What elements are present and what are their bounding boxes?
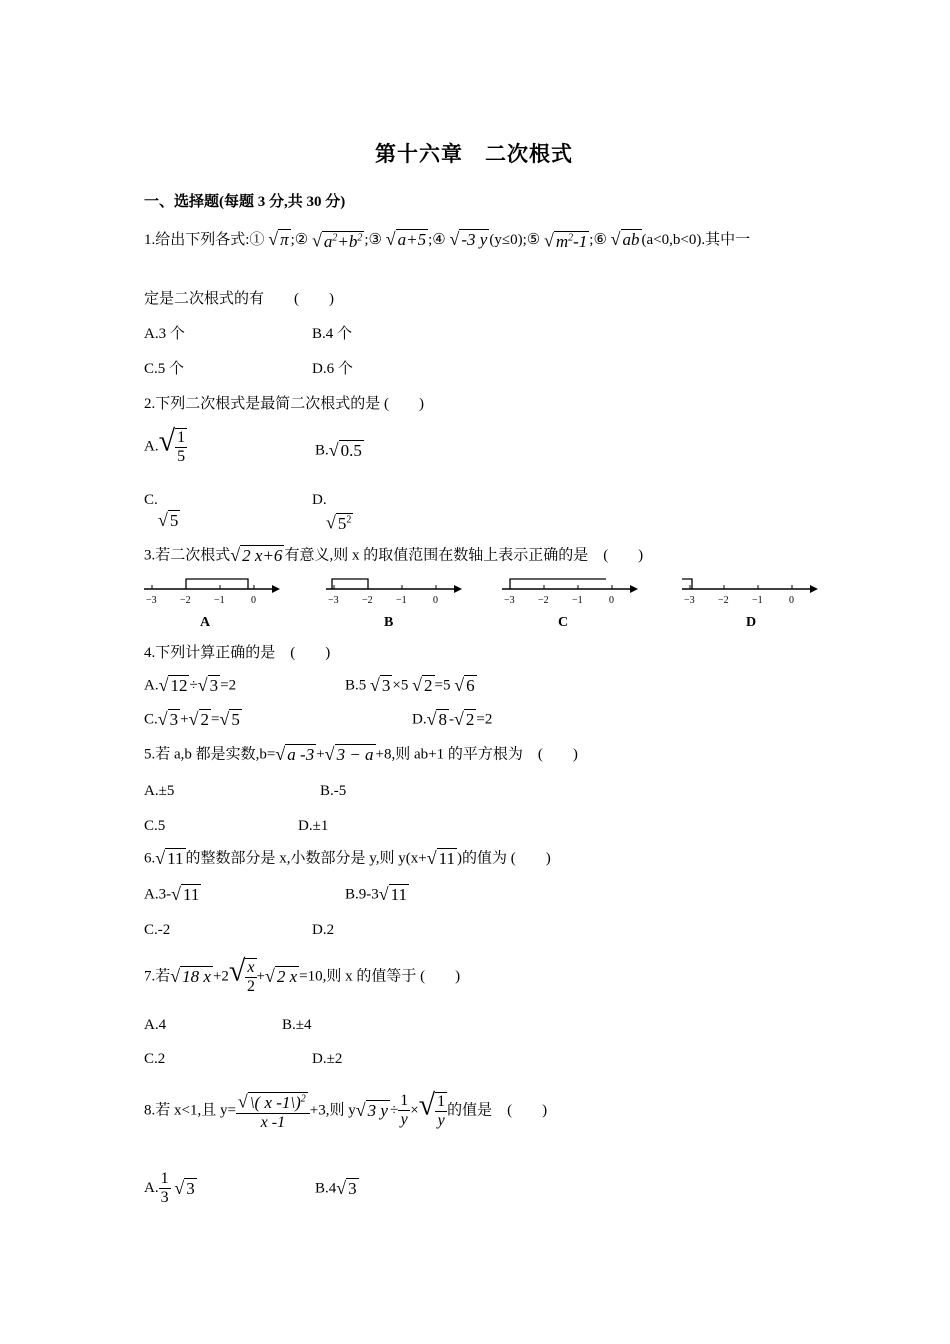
q1-option-d: D.6 个	[312, 361, 353, 377]
number-line-b	[326, 579, 462, 630]
question-6: 6.√ 11 的整数部分是 x,小数部分是 y,则 y(x+√ 11 )的值为 ( )	[144, 848, 551, 868]
tick-label: 0	[789, 595, 794, 606]
q6-option-d: D.2	[312, 922, 335, 938]
q1-option-a: A.3 个	[144, 326, 185, 342]
tick-label: −3	[684, 595, 695, 606]
tick-label: −2	[718, 595, 729, 606]
option-label-b: B	[384, 615, 394, 630]
number-line-c	[502, 579, 638, 630]
q7-option-d: D.±2	[312, 1051, 343, 1067]
tick-label: −3	[328, 595, 339, 606]
question-4: 4.下列计算正确的是 ( )	[144, 645, 331, 661]
tick-label: −3	[146, 595, 157, 606]
q7-option-b: B.±4	[282, 1017, 312, 1033]
q5-option-d: D.±1	[298, 818, 329, 834]
section-heading: 一、选择题(每题 3 分,共 30 分)	[144, 194, 346, 210]
q6-option-c: C.-2	[144, 922, 171, 938]
tick-label: −1	[396, 595, 407, 606]
q5-option-b: B.-5	[320, 783, 347, 799]
q6-option-a: A.3-√ 11	[144, 884, 200, 904]
q4-option-b: B.5 √ 3 ×5 √ 2 =5 √ 6	[345, 675, 475, 695]
q2-option-c: C. √ 5	[144, 492, 179, 530]
tick-label: −1	[572, 595, 583, 606]
number-line-a	[144, 579, 280, 630]
q5-option-c: C.5	[144, 818, 166, 834]
tick-label: −2	[362, 595, 373, 606]
tick-label: 0	[433, 595, 438, 606]
option-label-a: A	[200, 615, 211, 630]
tick-label: 0	[609, 595, 614, 606]
q8-option-b: B.4√ 3	[315, 1178, 357, 1198]
q2-option-a: A.√ $\frac{1}{5}$	[144, 424, 186, 465]
q4-option-c: C.√ 3 +√ 2 =√ 5	[144, 709, 240, 729]
tick-label: 0	[251, 595, 256, 606]
q7-option-c: C.2	[144, 1051, 166, 1067]
question-7: 7.若√ 18 x +2√ $\frac{x}{2}$ +√ 2 x =10,则 x 的值等于 ( )	[144, 954, 461, 995]
q1-option-c: C.5 个	[144, 361, 185, 377]
question-3: 3.若二次根式√ 2 x+6 有意义,则 x 的取值范围在数轴上表示正确的是 ( )	[144, 545, 644, 565]
q8-option-a: A. $\frac{1}{3}$ √ 3	[144, 1170, 195, 1206]
q4-option-d: D.√ 8 -√ 2 =2	[412, 709, 493, 729]
question-1-line2: 定是二次根式的有 ( )	[144, 291, 334, 307]
q5-option-a: A.±5	[144, 783, 175, 799]
q7-option-a: A.4	[144, 1017, 167, 1033]
tick-label: −2	[538, 595, 549, 606]
question-8: 8.若 x<1,且 y= $\frac{√ \backslash( x -1\backslash)^2}{x -1}$ +3,则 y√ 3 y ÷ $\frac{1}{y}$ ×√ $\frac{1}{y}$ 的值是 ( )	[144, 1088, 548, 1131]
q4-option-a: A.√ 12 ÷√ 3 =2	[144, 675, 237, 695]
number-line-options	[140, 572, 830, 634]
tick-label: −3	[504, 595, 515, 606]
q2-option-b: B.√ 0.5	[315, 440, 362, 460]
question-1: 1.给出下列各式:① √ π ;② √ $a^2+b^2$ ;③ √ a+5 ;④ √ -3 y (y≤0);⑤ √ $m^2-1$ ;⑥ √ ab (a<0,b<0).其中一	[144, 229, 751, 251]
question-2: 2.下列二次根式是最简二次根式的是 ( )	[144, 396, 424, 412]
option-label-c: C	[558, 615, 569, 630]
number-line-d	[682, 579, 818, 630]
question-5: 5.若 a,b 都是实数,b=√ a -3 +√ 3 − a +8,则 ab+1 的平方根为 ( )	[144, 744, 578, 764]
tick-label: −1	[214, 595, 225, 606]
page-title: 第十六章 二次根式	[375, 142, 573, 166]
tick-label: −1	[752, 595, 763, 606]
tick-label: −2	[180, 595, 191, 606]
q2-option-d: D. √ $5^2$	[312, 492, 352, 533]
q6-option-b: B.9-3√ 11	[345, 884, 408, 904]
q1-option-b: B.4 个	[312, 326, 353, 342]
option-label-d: D	[746, 615, 757, 630]
